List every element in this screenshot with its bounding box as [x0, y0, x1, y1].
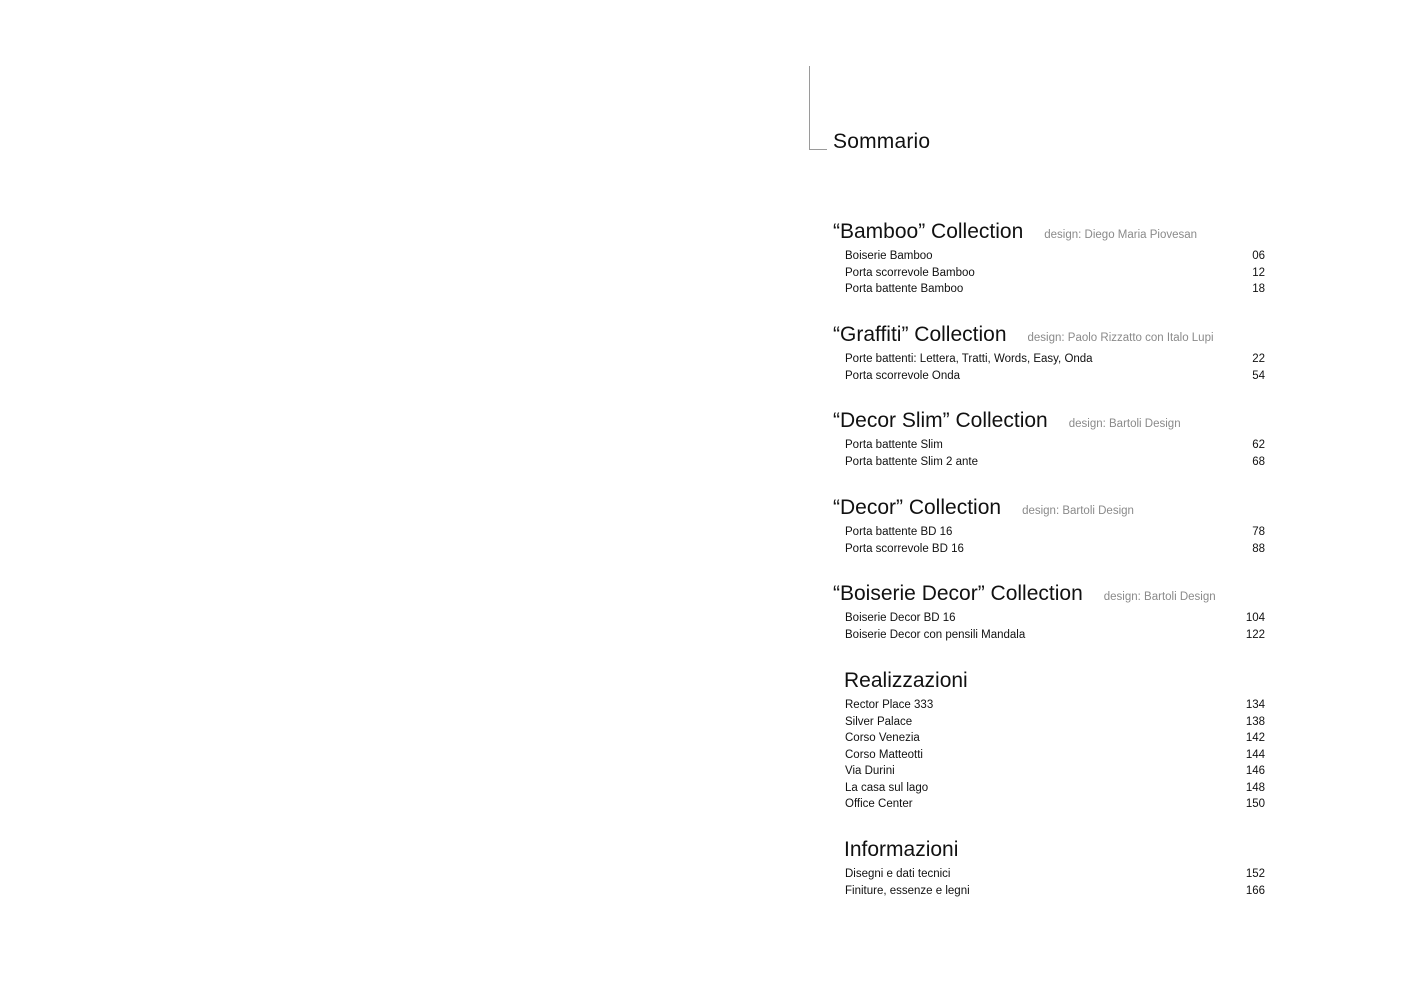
section-designer: design: Bartoli Design [1103, 591, 1216, 603]
toc-entry-label: Corso Venezia [845, 732, 920, 744]
toc-entry-label: Via Durini [845, 765, 895, 777]
toc-entry-label: Corso Matteotti [845, 748, 923, 761]
section-title: “Bamboo” Collection [833, 220, 1024, 243]
toc-entry-page: 144 [1245, 748, 1265, 761]
toc-entry[interactable] [833, 248, 1265, 265]
toc-entry[interactable] [833, 437, 1265, 454]
section-header [833, 493, 1265, 523]
toc-entry-page: 134 [1245, 699, 1265, 711]
section-bamboo [833, 217, 1265, 298]
toc-entry[interactable] [833, 780, 1265, 797]
toc-entry[interactable] [833, 541, 1265, 558]
section-header [833, 579, 1265, 609]
toc-entry-page: 68 [1252, 455, 1265, 468]
toc-entry-page: 54 [1252, 369, 1265, 382]
section-decor-slim [833, 406, 1265, 470]
toc-entry[interactable] [833, 610, 1265, 627]
toc-entry-label: Boiserie Bamboo [845, 250, 933, 262]
toc-entry[interactable] [833, 351, 1265, 368]
toc-entry[interactable] [833, 281, 1265, 298]
toc-entry-label: Porta scorrevole Onda [845, 369, 961, 382]
toc-entry-page: 62 [1252, 439, 1265, 451]
toc-entry[interactable] [833, 697, 1265, 714]
toc-entry[interactable] [833, 730, 1265, 747]
section-header [833, 217, 1265, 247]
toc-entry-label: Porta battente BD 16 [845, 526, 953, 538]
toc-entry[interactable] [833, 368, 1265, 385]
toc-entry-label: Boiserie Decor BD 16 [845, 612, 956, 624]
toc-entry-page: 122 [1245, 628, 1265, 641]
section-title: “Decor” Collection [833, 496, 1002, 519]
title-bracket-vertical [809, 66, 810, 150]
toc-entry-page: 18 [1252, 283, 1265, 295]
section-title: “Boiserie Decor” Collection [833, 582, 1083, 605]
toc-entry-page: 22 [1252, 353, 1265, 365]
section-title: “Decor Slim” Collection [833, 409, 1048, 432]
toc-entry[interactable] [833, 714, 1265, 731]
section-title: Informazioni [844, 838, 959, 861]
toc-entry-page: 166 [1245, 884, 1265, 897]
toc-entry-page: 146 [1245, 765, 1265, 777]
toc-entry-page: 138 [1245, 715, 1265, 728]
toc-entry-label: Porta scorrevole Bamboo [845, 266, 975, 279]
toc-entry-page: 148 [1245, 781, 1265, 794]
section-realizzazioni [833, 666, 1265, 813]
toc-entry[interactable] [833, 627, 1265, 644]
toc-entry-page: 104 [1245, 612, 1265, 624]
section-title: “Graffiti” Collection [833, 323, 1007, 346]
toc-entry-page: 150 [1245, 798, 1265, 810]
page-title: Sommario [833, 130, 931, 153]
toc-entry-page: 12 [1252, 266, 1265, 279]
section-header [833, 320, 1265, 350]
section-title: Realizzazioni [844, 669, 968, 692]
toc-entry[interactable] [833, 454, 1265, 471]
toc-entry-page: 78 [1252, 526, 1265, 538]
toc-entry-label: Porte battenti: Lettera, Tratti, Words, Easy, Onda [845, 353, 1093, 365]
section-boiserie-decor [833, 579, 1265, 643]
toc-entry-label: La casa sul lago [845, 781, 929, 794]
toc-entry-label: Silver Palace [845, 715, 913, 728]
toc-entry-page: 88 [1252, 542, 1265, 555]
toc-entry-label: Boiserie Decor con pensili Mandala [845, 628, 1026, 641]
toc-entry-label: Porta battente Bamboo [845, 283, 964, 295]
toc-entry-page: 142 [1245, 732, 1265, 744]
section-decor [833, 493, 1265, 557]
toc-entry-page: 152 [1245, 868, 1265, 880]
section-header [833, 666, 1265, 696]
toc-entry-page: 06 [1252, 250, 1265, 262]
toc-entry[interactable] [833, 883, 1265, 900]
toc-entry[interactable] [833, 763, 1265, 780]
title-bracket-horizontal [809, 149, 827, 150]
section-designer: design: Paolo Rizzatto con Italo Lupi [1027, 332, 1214, 344]
section-designer: design: Bartoli Design [1068, 418, 1181, 430]
toc-entry[interactable] [833, 524, 1265, 541]
section-header [833, 406, 1265, 436]
section-informazioni [833, 835, 1265, 899]
section-header [833, 835, 1265, 865]
toc-entry[interactable] [833, 747, 1265, 764]
toc-entry-label: Porta battente Slim 2 ante [845, 455, 978, 468]
toc-entry-label: Porta scorrevole BD 16 [845, 542, 964, 555]
section-designer: design: Diego Maria Piovesan [1044, 229, 1198, 241]
toc-entry-label: Finiture, essenze e legni [845, 884, 970, 897]
section-designer: design: Bartoli Design [1022, 505, 1134, 517]
toc-entry-label: Office Center [845, 798, 913, 810]
toc-entry[interactable] [833, 866, 1265, 883]
toc-entry[interactable] [833, 796, 1265, 813]
toc-entry-label: Rector Place 333 [845, 699, 934, 711]
section-graffiti [833, 320, 1265, 384]
toc-entry-label: Disegni e dati tecnici [845, 868, 951, 880]
toc-entry[interactable] [833, 265, 1265, 282]
toc-entry-label: Porta battente Slim [845, 439, 943, 451]
